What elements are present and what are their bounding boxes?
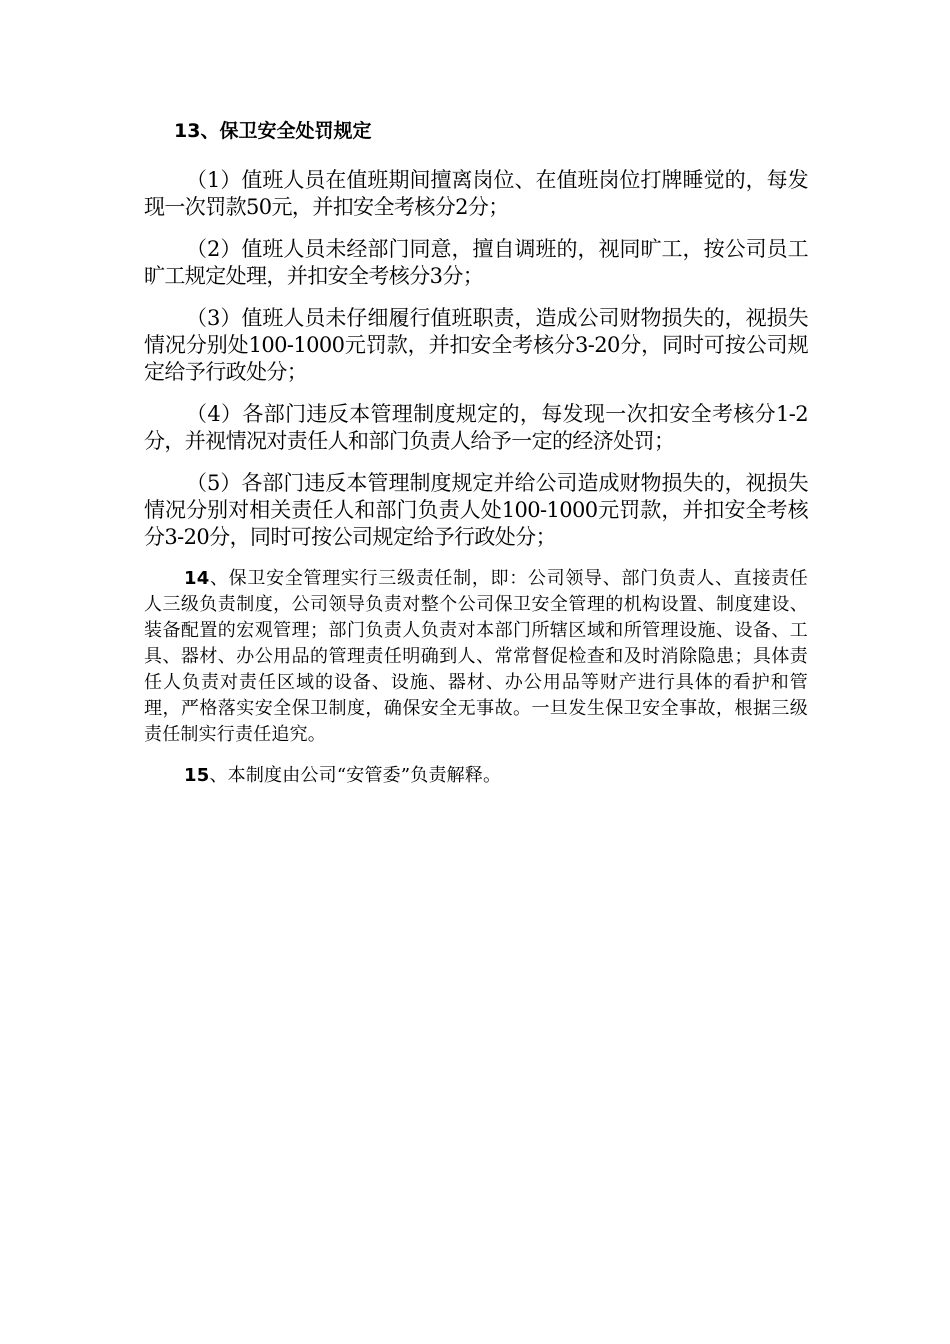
clause-2: （2）值班人员未经部门同意，擅自调班的，视同旷工，按公司员工旷工规定处理，并扣安全考核分3分； bbox=[144, 237, 808, 288]
article-15 bbox=[144, 763, 808, 789]
article-14 bbox=[144, 566, 808, 748]
clause-1: （1）值班人员在值班期间擅离岗位、在值班岗位打牌睡觉的，每发现一次罚款50元，并扣安全考核分2分； bbox=[144, 168, 808, 219]
clause-4: （4）各部门违反本管理制度规定的，每发现一次扣安全考核分1-2分，并视情况对责任人和部门负责人给予一定的经济处罚； bbox=[144, 402, 808, 453]
article-15-text: 、本制度由公司“安管委”负责解释。 bbox=[209, 765, 502, 786]
article-14-text: 、保卫安全管理实行三级责任制，即：公司领导、部门负责人、直接责任人三级负责制度，公司领导负责对整个公司保卫安全管理的机构设置、制度建设、装备配置的宏观管理；部门负责人负责对本部门所辖区域和所管理设施、设备、工具、器材、办公用品的管理责任明确到人、常常督促检查和及时消除隐患；具体责任人负责对责任区域的设备、设施、器材、办公用品等财产进行具体的看护和管理，严格落实安全保卫制度，确保安全无事故。一旦发生保卫安全事故，根据三级责任制实行责任追究。 bbox=[144, 568, 808, 745]
article-14-number: 14 bbox=[184, 568, 210, 589]
section-heading: 13、保卫安全处罚规定 bbox=[174, 120, 372, 142]
document-page bbox=[144, 118, 808, 804]
clause-3: （3）值班人员未仔细履行值班职责，造成公司财物损失的，视损失情况分别处100-1000元罚款，并扣安全考核分3-20分，同时可按公司规定给予行政处分； bbox=[144, 306, 808, 384]
clause-5: （5）各部门违反本管理制度规定并给公司造成财物损失的，视损失情况分别对相关责任人和部门负责人处100-1000元罚款，并扣安全考核分3-20分，同时可按公司规定给予行政处分； bbox=[144, 471, 808, 549]
article-15-number: 15 bbox=[184, 765, 210, 786]
